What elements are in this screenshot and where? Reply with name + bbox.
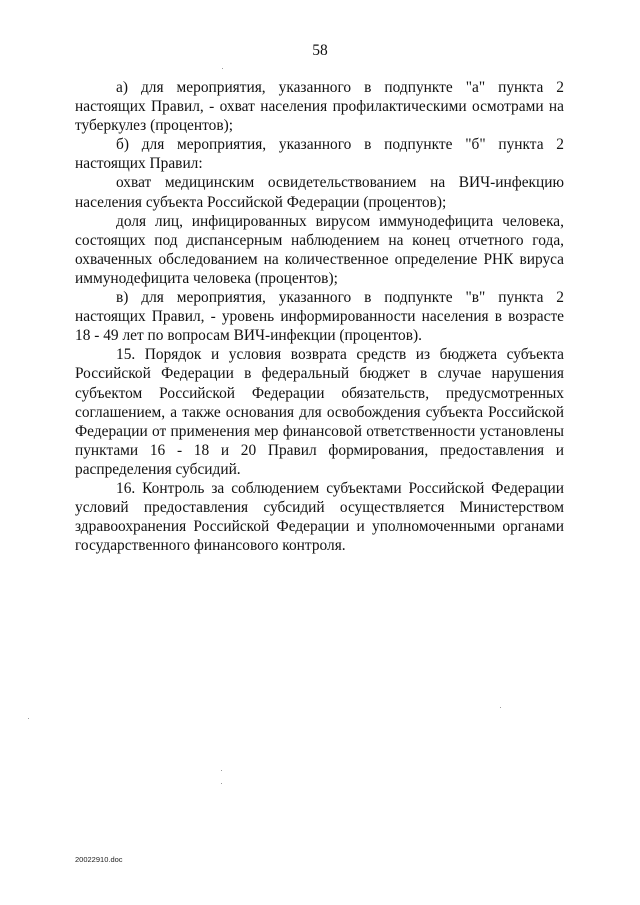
paragraph-subitem-a: а) для мероприятия, указанного в подпункте "а" пункта 2 настоящих Правил, - охват населения профилактическими осмотрами на туберкулез (процентов); bbox=[75, 79, 564, 135]
document-body bbox=[75, 78, 564, 555]
footer-doc-id: 20022910.doc bbox=[75, 855, 123, 864]
paragraph-hiv-rna-share: доля лиц, инфицированных вирусом иммунодефицита человека, состоящих под диспансерным наблюдением на конец отчетного года, охваченных обследованием на количественное определение РНК вируса иммунодефицита человека (процентов); bbox=[75, 212, 564, 287]
scan-speck bbox=[28, 718, 29, 719]
scan-speck bbox=[221, 783, 222, 784]
scan-speck bbox=[221, 770, 222, 771]
scan-speck bbox=[222, 68, 223, 69]
paragraph-clause-15: 15. Порядок и условия возврата средств из бюджета субъекта Российской Федерации в федеральный бюджет в случае нарушения субъектом Российской Федерации обязательств, предусмотренных соглашением, а также основания для освобождения субъекта Российской Федерации от применения мер финансовой ответственности установлены пунктами 16 - 18 и 20 Правил формирования, предоставления и распределения субсидий. bbox=[75, 346, 564, 478]
paragraph-subitem-v: в) для мероприятия, указанного в подпункте "в" пункта 2 настоящих Правил, - уровень информированности населения в возрасте 18 - 49 лет по вопросам ВИЧ-инфекции (процентов). bbox=[75, 289, 564, 345]
paragraph-clause-16: 16. Контроль за соблюдением субъектами Российской Федерации условий предоставления субсидий осуществляется Министерством здравоохранения Российской Федерации и уполномоченными органами государственного финансового контроля. bbox=[75, 479, 564, 555]
scan-speck bbox=[500, 707, 501, 708]
paragraph-subitem-b: б) для мероприятия, указанного в подпункте "б" пункта 2 настоящих Правил: bbox=[75, 136, 564, 173]
paragraph-hiv-testing-coverage: охват медицинским освидетельствованием на ВИЧ-инфекцию населения субъекта Российской Федерации (процентов); bbox=[75, 174, 564, 211]
page-number: 58 bbox=[312, 42, 328, 59]
